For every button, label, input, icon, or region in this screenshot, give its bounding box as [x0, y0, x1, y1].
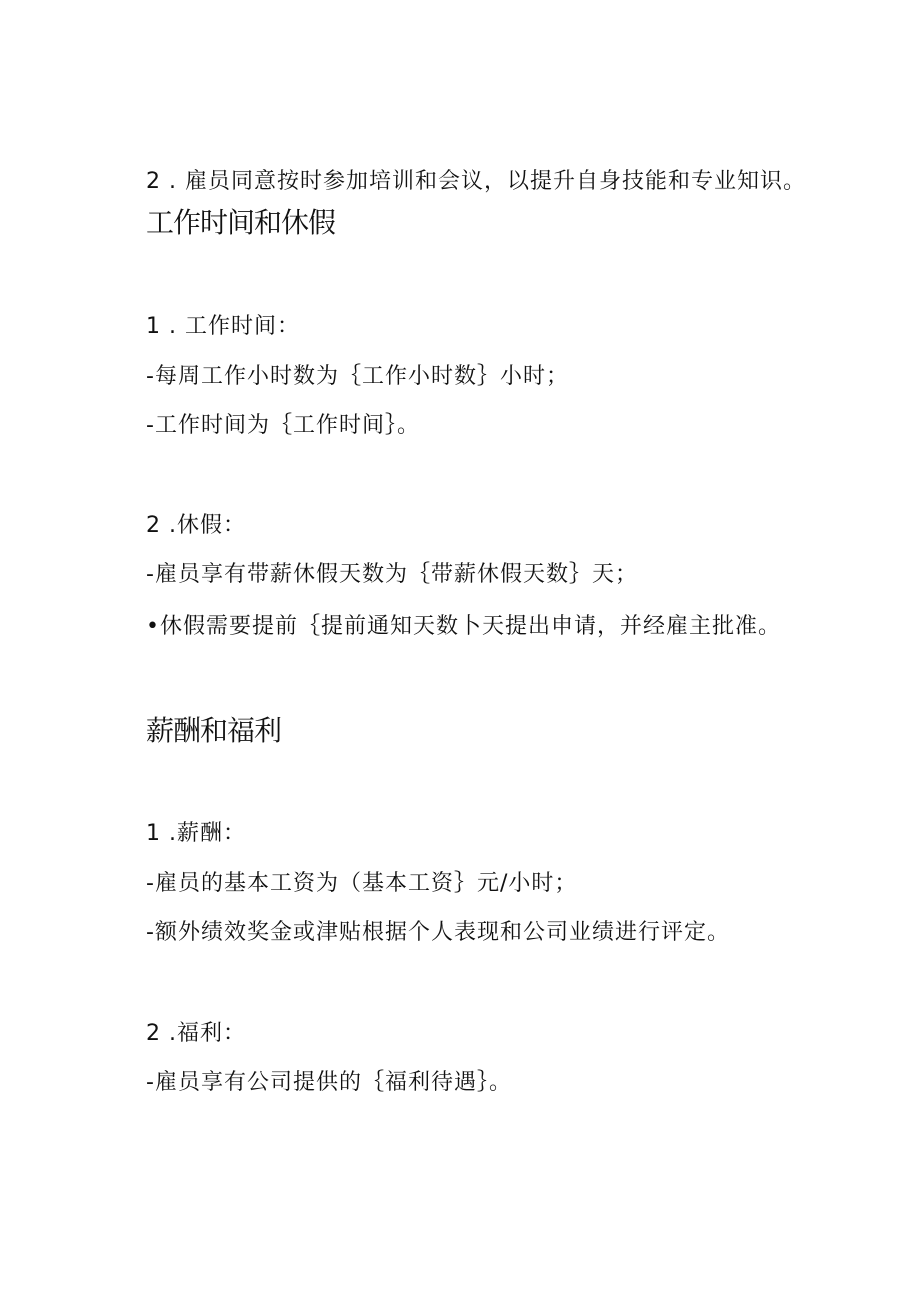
subsection-title-work-hours: 1 . 工作时间： — [146, 314, 300, 339]
list-line: -雇员享有公司提供的｛福利待遇｝。 — [146, 1070, 512, 1095]
intro-list-item: 2 . 雇员同意按时参加培训和会议，以提升自身技能和专业知识。 — [146, 169, 806, 194]
list-line: -雇员的基本工资为（基本工资｝元/小时； — [146, 871, 578, 896]
list-line: -工作时间为｛工作时间｝。 — [146, 413, 420, 438]
subsection-title-benefits: 2 .福利： — [146, 1021, 246, 1046]
list-line: -雇员享有带薪休假天数为｛带薪休假天数｝天； — [146, 562, 638, 587]
list-line: •休假需要提前｛提前通知天数卜天提出申请，并经雇主批准。 — [146, 614, 781, 639]
subsection-title-salary: 1 .薪酬： — [146, 821, 246, 846]
list-line: -每周工作小时数为｛工作小时数｝小时； — [146, 364, 569, 389]
list-line: -额外绩效奖金或津贴根据个人表现和公司业绩进行评定。 — [146, 920, 730, 945]
subsection-title-leave: 2 .休假： — [146, 513, 246, 538]
section-heading-pay-benefits: 薪酬和福利 — [146, 714, 282, 747]
section-heading-work-time: 工作时间和休假 — [146, 206, 336, 239]
